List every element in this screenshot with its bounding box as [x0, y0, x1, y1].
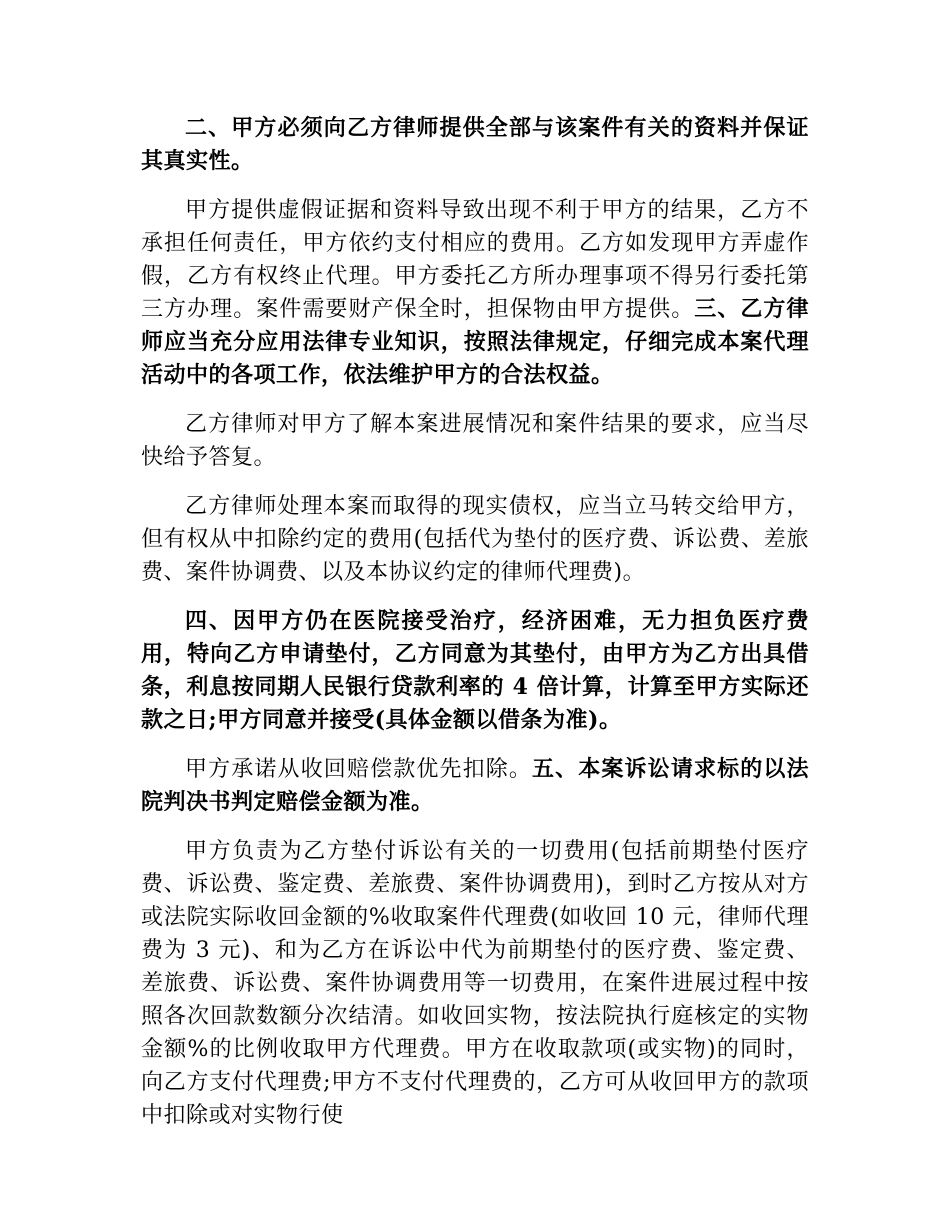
- paragraph-4: [141, 605, 809, 737]
- paragraph-3-body-b: [141, 490, 809, 589]
- paragraph-text: 甲方负责为乙方垫付诉讼有关的一切费用(包括前期垫付医疗费、诉讼费、鉴定费、差旅费、案件协调费用)，到时乙方按从对方或法院实际收回金额的%收取案件代理费(如收回 10 元，律师代理费为 3 元)、和为乙方在诉讼中代为前期垫付的医疗费、鉴定费、差旅费、诉讼费、案件协调费用等一切费用，在案件进展过程中按照各次回款数额分次结清。如收回实物，按法院执行庭核定的实物金额%的比例收取甲方代理费。甲方在收取款项(或实物)的同时，向乙方支付代理费;甲方不支付代理费的，乙方可从收回甲方的款项中扣除或对实物行使: [141, 839, 809, 1128]
- paragraph-3-body-a: [141, 408, 809, 474]
- paragraph-text: 乙方律师处理本案而取得的现实债权，应当立马转交给甲方，但有权从中扣除约定的费用(包括代为垫付的医疗费、诉讼费、差旅费、案件协调费、以及本协议约定的律师代理费)。: [141, 494, 809, 585]
- paragraph-2-body: [141, 194, 809, 392]
- paragraph-text: 乙方律师对甲方了解本案进展情况和案件结果的要求，应当尽快给予答复。: [141, 412, 809, 470]
- clause-heading: 三、乙方律师应当充分应用法律专业知识，按照法律规定，仔细完成本案代理活动中的各项工作，依法维护甲方的合法权益。: [141, 296, 809, 388]
- paragraph-4-body: [141, 753, 809, 819]
- paragraph-text: 甲方提供虚假证据和资料导致出现不利于甲方的结果，乙方不承担任何责任，甲方依约支付相应的费用。乙方如发现甲方弄虚作假，乙方有权终止代理。甲方委托乙方所办理事项不得另行委托第三方办理。案件需要财产保全时，担保物由甲方提供。: [141, 198, 809, 322]
- paragraph-2: [141, 112, 809, 178]
- clause-heading: 四、因甲方仍在医院接受治疗，经济困难，无力担负医疗费用，特向乙方申请垫付，乙方同意为其垫付，由甲方为乙方出具借条，利息按同期人民银行贷款利率的 4 倍计算，计算至甲方实际还款之日;甲方同意并接受(具体金额以借条为准)。: [141, 608, 809, 733]
- document-body: [141, 112, 809, 1148]
- clause-heading: 五、本案诉讼请求标的以法院判决书判定赔偿金额为准。: [141, 756, 809, 815]
- paragraph-text: 甲方承诺从收回赔偿款优先扣除。: [185, 757, 533, 782]
- clause-heading: 二、甲方必须向乙方律师提供全部与该案件有关的资料并保证其真实性。: [141, 115, 809, 174]
- paragraph-5-body: [141, 835, 809, 1132]
